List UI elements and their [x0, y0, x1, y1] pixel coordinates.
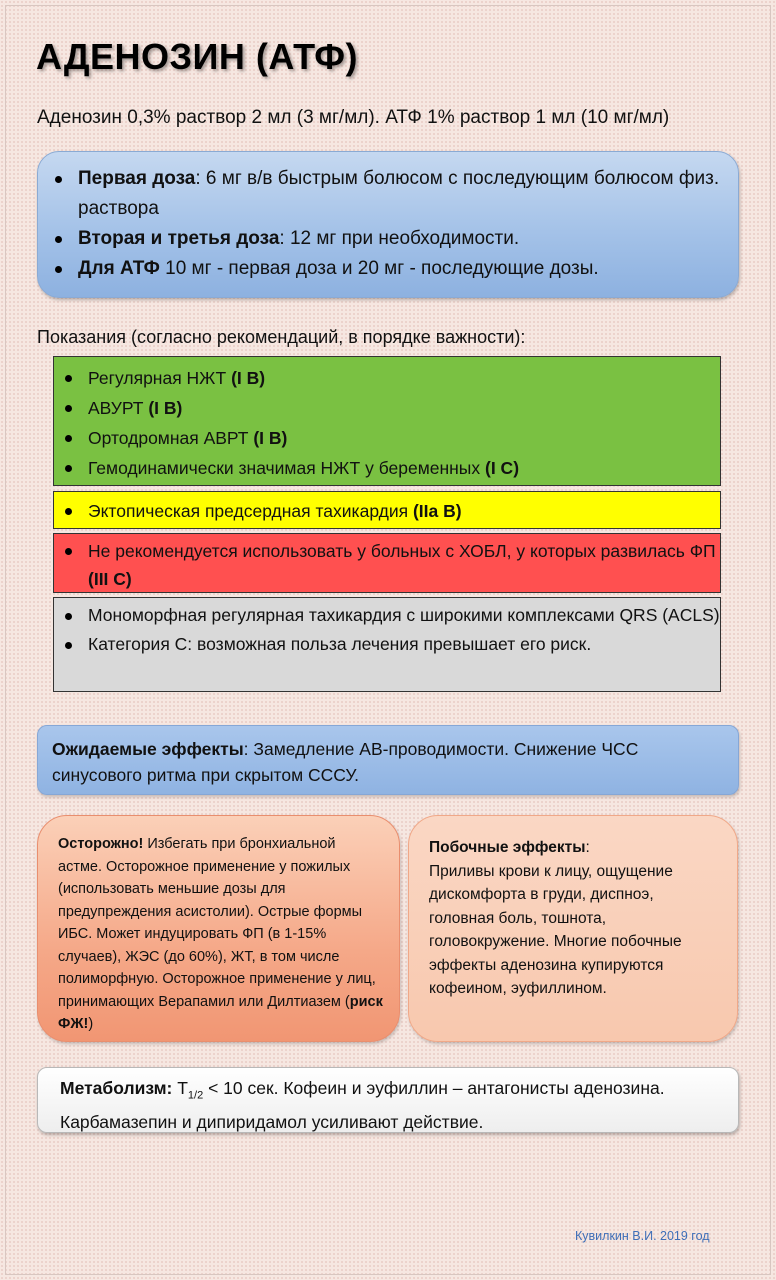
caution-label: Осторожно! [58, 836, 144, 852]
author-credit: Кувилкин В.И. 2019 год [575, 1229, 710, 1243]
dosing-label: Первая доза [78, 168, 196, 189]
indications-class-iia [53, 491, 721, 529]
indication-item [54, 453, 720, 483]
expected-effects-text: : Замедление АВ-проводимости. Снижение ЧСС синусового ритма при скрытом СССУ. [52, 739, 639, 785]
dosing-item [52, 224, 724, 254]
recommendation-class: (I B) [253, 428, 288, 448]
caution-box [37, 815, 400, 1042]
metabolism-label: Метаболизм: [60, 1078, 173, 1098]
indication-text: Гемодинамически значимая НЖТ у беременных [88, 458, 485, 478]
side-effects-text: Приливы крови к лицу, ощущение дискомфорта в груди, диспноэ, головная боль, тошнота, головокружение. Многие побочные эффекты аденозина купируются кофеином, эуфиллином. [429, 862, 682, 997]
indication-text: Ортодромная АВРТ [88, 428, 254, 448]
indication-text: АВУРТ [88, 398, 149, 418]
dosing-text: 10 мг - первая доза и 20 мг - последующие дозы. [159, 258, 599, 279]
indication-text: Регулярная НЖТ [88, 368, 232, 388]
page-title: АДЕНОЗИН (АТФ) [36, 36, 358, 77]
dosing-item [52, 254, 724, 284]
dosing-text: : 12 мг при необходимости. [279, 228, 520, 249]
dosing-label: Вторая и третья доза [78, 228, 280, 249]
side-effects-box [408, 815, 738, 1042]
half-life-subscript: 1/2 [187, 1089, 204, 1102]
side-effects-colon: : [585, 839, 590, 856]
indications-other [53, 597, 721, 692]
metabolism-text: < 10 сек. Кофеин и эуфиллин – антагонисты аденозина. Карбамазепин и дипиридамол усиливают действие. [60, 1078, 665, 1132]
indication-text: Эктопическая предсердная тахикардия [88, 501, 413, 521]
recommendation-class: (IIa B) [412, 501, 462, 521]
dosing-box [37, 151, 739, 298]
indication-item: Мономорфная регулярная тахикардия с широкими комплексами QRS (ACLS) [54, 601, 720, 630]
indications-heading: Показания (согласно рекомендаций, в порядке важности): [37, 327, 526, 347]
indications-class-i [53, 356, 721, 486]
recommendation-class: (I C) [485, 458, 520, 478]
indications-class-iii [53, 533, 721, 593]
metabolism-box [37, 1067, 739, 1133]
indication-item: Категория С: возможная польза лечения превышает его риск. [54, 630, 720, 659]
half-life-symbol: T [172, 1078, 188, 1098]
expected-effects-label: Ожидаемые эффекты [52, 739, 244, 759]
indication-item [54, 423, 720, 453]
indication-text: Не рекомендуется использовать у больных с ХОБЛ, у которых развилась ФП [88, 541, 716, 561]
indication-item [54, 363, 720, 393]
recommendation-class: (I B) [231, 368, 266, 388]
caution-tail: ) [88, 1016, 94, 1032]
expected-effects-box [37, 725, 739, 795]
recommendation-class: (I B) [148, 398, 183, 418]
dosing-item [52, 164, 724, 224]
indication-item [54, 496, 720, 526]
dosing-label: Для АТФ [78, 258, 160, 279]
side-effects-label: Побочные эффекты [429, 839, 586, 856]
caution-text: Избегать при бронхиальной астме. Осторожное применение у пожилых (использовать меньшие дозы для предупреждения асистолии). Острые формы ИБС. Может индуцировать ФП (в 1-15% случаев), ЖЭС (до 60%), ЖТ, в том числе полиморфную. Осторожное применение у лиц, принимающих Верапамил или Дилтиазем ( [58, 836, 376, 1010]
caution-risk: риск ФЖ! [58, 993, 383, 1032]
dosage-forms: Аденозин 0,3% раствор 2 мл (3 мг/мл). АТФ 1% раствор 1 мл (10 мг/мл) [37, 107, 670, 128]
indication-item [54, 393, 720, 423]
indication-item [54, 537, 720, 593]
recommendation-class: (III C) [88, 569, 132, 589]
dosing-text: : 6 мг в/в быстрым болюсом с последующим болюсом физ. раствора [78, 168, 720, 219]
